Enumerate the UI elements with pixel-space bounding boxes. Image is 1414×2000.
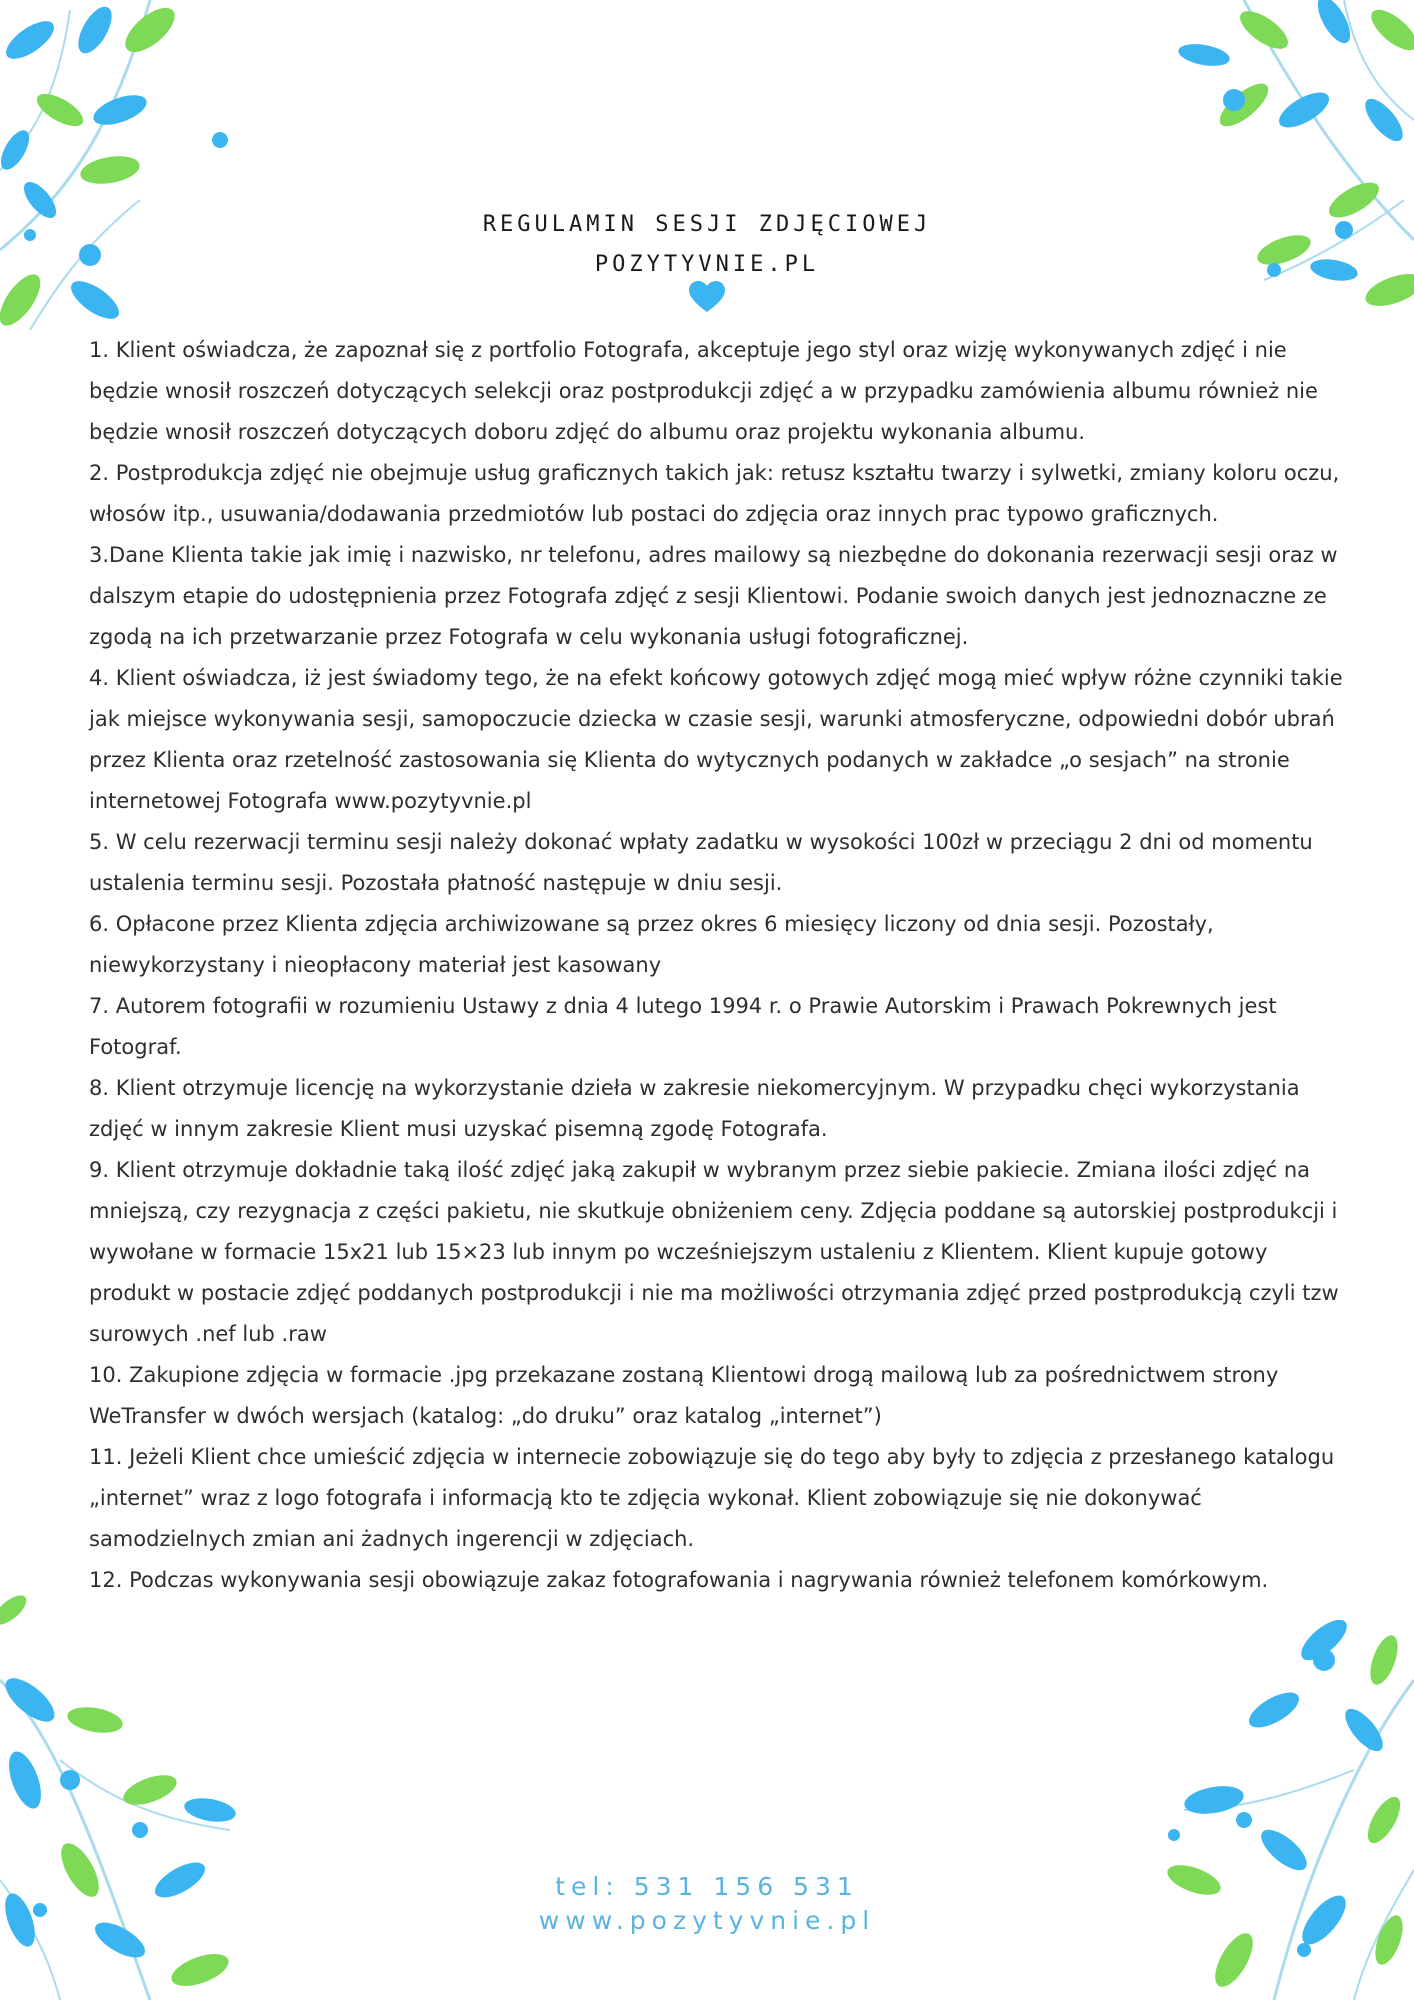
rule-item: 10. Zakupione zdjęcia w formacie .jpg przekazane zostaną Klientowi drogą mailową lub za pośrednictwem strony WeTransfer w dwóch wersjach (katalog: „do druku” oraz katalog „internet”) bbox=[89, 1363, 1279, 1428]
rule-item: 11. Jeżeli Klient chce umieścić zdjęcia w internecie zobowiązuje się do tego aby były to zdjęcia z przesłanego katalogu „internet” wraz z logo fotografa i informacją kto te zdjęcia wykonał. Klient zobowiązuje się nie dokonywać samodzielnych zmian ani żadnych ingerencji w zdjęciach. bbox=[89, 1445, 1335, 1551]
rule-item: 1. Klient oświadcza, że zapoznał się z portfolio Fotografa, akceptuje jego styl oraz wizję wykonywanych zdjęć i nie będzie wnosił roszczeń dotyczących selekcji oraz postprodukcji zdjęć a w przypadku zamówienia albumu również nie będzie wnosił roszczeń dotyczących doboru zdjęć do albumu oraz projektu wykonania albumu. bbox=[89, 338, 1318, 444]
rule-item: 3.Dane Klienta takie jak imię i nazwisko, nr telefonu, adres mailowy są niezbędne do dokonania rezerwacji sesji oraz w dalszym etapie do udostępnienia przez Fotografa zdjęć z sesji Klientowi. Podanie swoich danych jest jednoznaczne ze zgodą na ich przetwarzanie przez Fotografa w celu wykonania usługi fotograficznej. bbox=[89, 543, 1338, 649]
rule-item: 9. Klient otrzymuje dokładnie taką ilość zdjęć jaką zakupił w wybranym przez siebie pakiecie. Zmiana ilości zdjęć na mniejszą, czy rezygnacja z części pakietu, nie skutkuje obniżeniem ceny. Zdjęcia poddane są autorskiej postprodukcji i wywołane w formacie 15x21 lub 15×23 lub innym po wcześniejszym ustaleniu z Klientem. Klient kupuje gotowy produkt w postacie zdjęć poddanych postprodukcji i nie ma możliwości otrzymania zdjęć przed postprodukcją czyli tzw surowych .nef lub .raw bbox=[89, 1158, 1339, 1346]
rule-item: 2. Postprodukcja zdjęć nie obejmuje usług graficznych takich jak: retusz kształtu twarzy i sylwetki, zmiany koloru oczu, włosów itp., usuwania/dodawania przedmiotów lub postaci do zdjęcia oraz innych prac typowo graficznych. bbox=[89, 461, 1340, 526]
footer-phone: tel: 531 156 531 bbox=[555, 1872, 859, 1901]
rules-list bbox=[89, 330, 1349, 1601]
heart-icon bbox=[688, 280, 726, 314]
leaf-branch-decoration-top-left bbox=[0, 0, 250, 340]
footer-contact bbox=[0, 1870, 1414, 1938]
leaf-branch-decoration-bottom-right bbox=[1124, 1620, 1414, 2000]
rule-item: 7. Autorem fotografii w rozumieniu Ustawy z dnia 4 lutego 1994 r. o Prawie Autorskim i Prawach Pokrewnych jest Fotograf. bbox=[89, 994, 1277, 1059]
rule-item: 6. Opłacone przez Klienta zdjęcia archiwizowane są przez okres 6 miesięcy liczony od dnia sesji. Pozostały, niewykorzystany i nieopłacony materiał jest kasowany bbox=[89, 912, 1214, 977]
title-line-2: POZYTYVNIE.PL bbox=[594, 252, 820, 277]
rule-item: 12. Podczas wykonywania sesji obowiązuje zakaz fotografowania i nagrywania również telefonem komórkowym. bbox=[89, 1568, 1269, 1592]
rule-item: 8. Klient otrzymuje licencję na wykorzystanie dzieła w zakresie niekomercyjnym. W przypadku chęci wykorzystania zdjęć w innym zakresie Klient musi uzyskać pisemną zgodę Fotografa. bbox=[89, 1076, 1300, 1141]
rule-item: 4. Klient oświadcza, iż jest świadomy tego, że na efekt końcowy gotowych zdjęć mogą mieć wpływ różne czynniki takie jak miejsce wykonywania sesji, samopoczucie dziecka w czasie sesji, warunki atmosferyczne, odpowiedni dobór ubrań przez Klienta oraz rzetelność zastosowania się Klienta do wytycznych podanych w zakładce „o sesjach” na stronie internetowej Fotografa www.pozytyvnie.pl bbox=[89, 666, 1343, 813]
document-title bbox=[0, 205, 1414, 285]
title-line-1: REGULAMIN SESJI ZDJĘCIOWEJ bbox=[482, 212, 932, 237]
rule-item: 5. W celu rezerwacji terminu sesji należy dokonać wpłaty zadatku w wysokości 100zł w przeciągu 2 dni od momentu ustalenia terminu sesji. Pozostała płatność następuje w dniu sesji. bbox=[89, 830, 1313, 895]
footer-website[interactable]: www.pozytyvnie.pl bbox=[538, 1906, 876, 1935]
